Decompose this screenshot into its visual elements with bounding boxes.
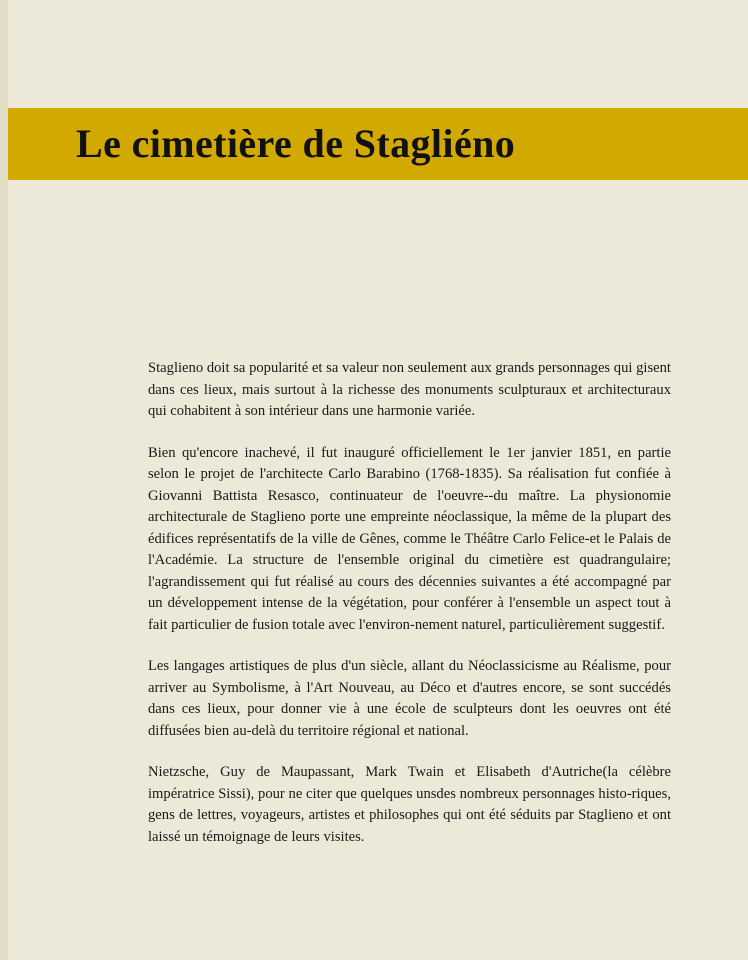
title-banner — [8, 108, 748, 180]
body-text-block — [148, 358, 671, 848]
left-margin-band — [0, 0, 8, 960]
paragraph: Nietzsche, Guy de Maupassant, Mark Twain et Elisabeth d'Autriche(la célèbre impératrice Sissi), pour ne citer que quelques unsdes nombreux personnages histo-riques, gens de lettres, voyageurs, artistes et philosophes qui ont été séduits par Staglieno et ont laissé un témoignage de leurs visites. — [148, 764, 671, 845]
page-title: Le cimetière de Stagliéno — [76, 121, 516, 166]
paragraph: Staglieno doit sa popularité et sa valeur non seulement aux grands personnages qui gisent dans ces lieux, mais surtout à la richesse des monuments sculpturaux et architecturaux qui cohabitent à son intérieur dans une harmonie variée. — [148, 360, 671, 419]
paragraph: Les langages artistiques de plus d'un siècle, allant du Néoclassicisme au Réalisme, pour arriver au Symbolisme, à l'Art Nouveau, au Déco et d'autres encore, se sont succédés dans ces lieux, pour donner vie à une école de sculpteurs dont les oeuvres ont été diffusées bien au-delà du territoire régional et national. — [148, 658, 671, 739]
paragraph: Bien qu'encore inachevé, il fut inauguré officiellement le 1er janvier 1851, en partie selon le projet de l'architecte Carlo Barabino (1768-1835). Sa réalisation fut confiée à Giovanni Battista Resasco, continuateur de l'oeuvre--du maître. La physionomie architecturale de Staglieno porte une empreinte néoclassique, la même de la plupart des édifices représentatifs de la ville de Gênes, comme le Théâtre Carlo Felice-et le Palais de l'Académie. La structure de l'ensemble original du cimetière est quadrangulaire; l'agrandissement qui fut réalisé au cours des décennies suivantes a été accompagné par un développement intense de la végétation, pour conférer à l'ensemble un aspect tout à fait particulier de fusion totale avec l'environ-nement naturel, particulièrement suggestif. — [148, 444, 671, 633]
